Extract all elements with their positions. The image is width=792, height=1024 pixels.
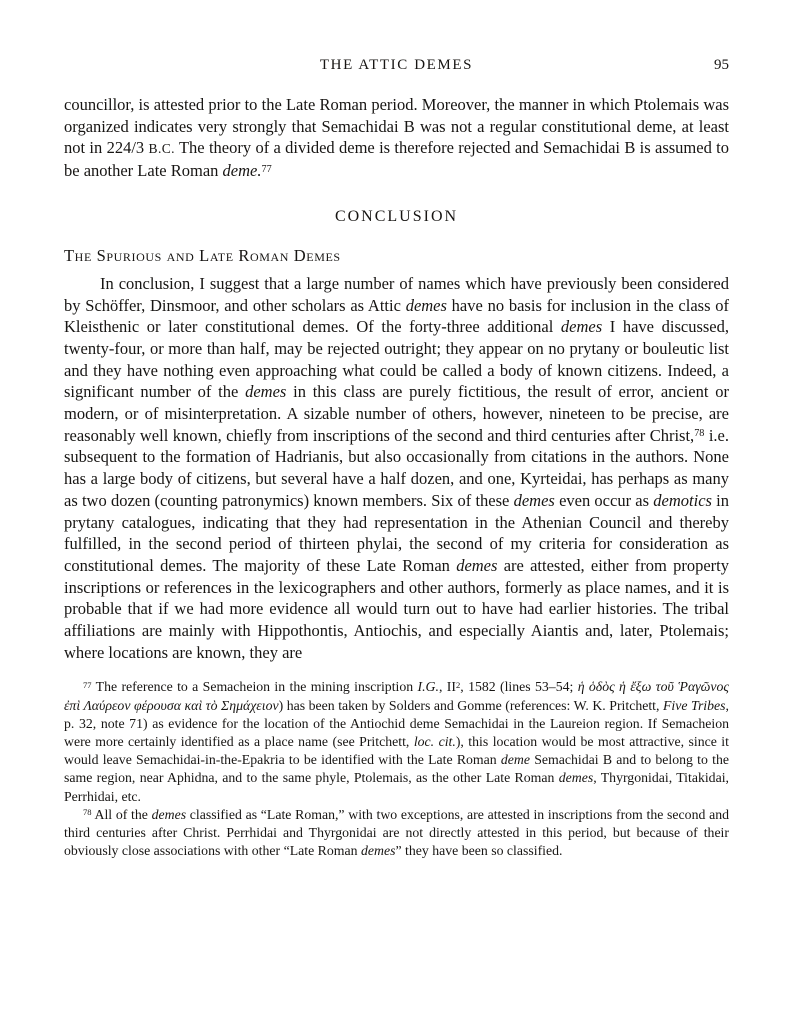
running-head: [64, 57, 729, 79]
body-paragraph: In conclusion, I suggest that a large number of names which have previously been considered by Schöffer, Dinsmoor, and other scholars as Attic demes have no basis for inclusion in the class of Kleisthenic or later constitutional demes. Of the forty-three additional demes I have discussed, twenty-four, or more than half, may be rejected outright; they appear on no prytany or bouleutic list and they have nothing even approaching what could be called a body of known citizens. Indeed, a significant number of the demes in this class are purely fictitious, the result of error, ancient or modern, or of misinterpretation. A sizable number of others, however, nineteen to be precise, are reasonably well known, chiefly from inscriptions of the second and third centuries after Christ,$^{78}$ i.e. subsequent to the formation of Hadrianis, but also occasionally from citations in the authors. None has a large body of citizens, but several have a half dozen, and one, Kyrteidai, has perhaps as many as two dozen (counting patronymics) known members. Six of these demes even occur as demotics in prytany catalogues, indicating that they had representation in the Athenian Council and thereby fulfilled, in the second period of thirteen phylai, the second of my criteria for consideration as constitutional demes. The majority of these Late Roman demes are attested, either from property inscriptions or references in the lexicographers and other authors, formerly as place names, and it is probable that if we had more evidence all would turn out to have had earlier histories. The tribal affiliations are mainly with Hippothontis, Antiochis, and especially Aiantis and, later, Ptolemais; where locations are known, they are: [64, 273, 729, 662]
subsection-heading: The Spurious and Late Roman Demes: [64, 245, 341, 265]
footnote-77: $^{77}$ The reference to a Semacheion in the mining inscription I.G., $II^2$, 1582 (lines 53–54; ἡ ὁδὸς ἡ ἔξω τοῦ Ῥαγῶνος ἐπὶ Λαύρεον φέρουσα καὶ τὸ Σημάχειον) has been taken by Solders and Gomme (references: W. K. Pritchett, Five Tribes, p. 32, note 71) as evidence for the location of the Antiochid deme Semachidai in the Laureion region. If Semacheion were more certainly identified as a place name (see Pritchett, loc. cit.), this location would be most attractive, since it would leave Semachidai-in-the-Epakria to be identified with the Late Roman deme Semachidai B and to belong to the same region, near Aphidna, and to the same phyle, Ptolemais, as the other Late Roman demes, Thyrgonidai, Titakidai, Perrhidai, etc.: [64, 679, 729, 804]
intro-paragraph: councillor, is attested prior to the Late Roman period. Moreover, the manner in which Ptolemais was organized indicates very strongly that Semachidai B was not a regular constitutional deme, at least not in 224/3 B.C. The theory of a divided deme is therefore rejected and Semachidai B is assumed to be another Late Roman deme.$^{77}$: [64, 95, 730, 181]
page-number: 95: [714, 57, 729, 73]
section-heading-conclusion: CONCLUSION: [334, 207, 459, 225]
footnotes-section: [64, 678, 729, 860]
footnote-78: $^{78}$ All of the demes classified as “Late Roman,” with two exceptions, are attested in inscriptions from the second and third centuries after Christ. Perrhidai and Thyrgonidai are not directly attested in this period, but because of their obviously close associations with other “Late Roman demes” they have been so classified.: [64, 806, 729, 859]
running-head-title: THE ATTIC DEMES: [319, 57, 474, 73]
